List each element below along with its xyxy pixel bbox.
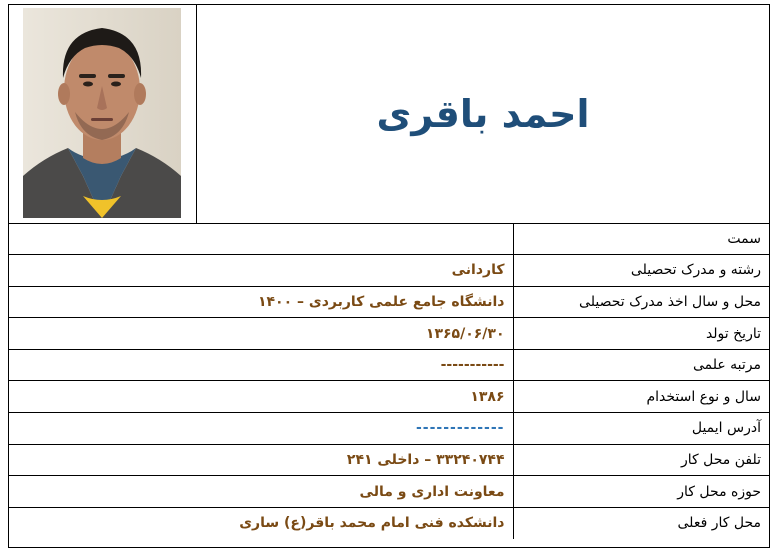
row-value-degree-place: دانشگاه جامع علمی کاربردی – ۱۴۰۰: [9, 286, 513, 318]
row-value-phone: ۳۳۲۴۰۷۴۴ – داخلی ۲۴۱: [9, 444, 513, 476]
person-name: احمد باقری: [376, 92, 590, 136]
table-row: [9, 444, 769, 476]
profile-header: [9, 5, 769, 224]
row-value-position: [9, 223, 513, 255]
table-row: [9, 413, 769, 445]
row-label-birth-date: تاریخ تولد: [513, 318, 769, 350]
table-row: [9, 223, 769, 255]
row-label-position: سمت: [513, 223, 769, 255]
row-value-employment: ۱۳۸۶: [9, 381, 513, 413]
row-value-email[interactable]: -------------: [9, 413, 513, 445]
row-label-degree: رشته و مدرک تحصیلی: [513, 255, 769, 287]
row-label-department: حوزه محل کار: [513, 476, 769, 508]
row-label-employment: سال و نوع استخدام: [513, 381, 769, 413]
table-row: [9, 381, 769, 413]
photo-cell: [9, 5, 197, 223]
table-row: [9, 349, 769, 381]
row-label-academic-rank: مرتبه علمی: [513, 349, 769, 381]
row-label-workplace: محل کار فعلی: [513, 507, 769, 539]
profile-sheet: [8, 4, 770, 548]
table-row: [9, 318, 769, 350]
row-label-email: آدرس ایمیل: [513, 413, 769, 445]
row-value-academic-rank: -----------: [9, 349, 513, 381]
row-label-degree-place: محل و سال اخذ مدرک تحصیلی: [513, 286, 769, 318]
table-row: [9, 476, 769, 508]
row-label-phone: تلفن محل کار: [513, 444, 769, 476]
table-row: [9, 286, 769, 318]
row-value-department: معاونت اداری و مالی: [9, 476, 513, 508]
row-value-degree: کاردانی: [9, 255, 513, 287]
profile-photo: [23, 8, 181, 218]
row-value-workplace: دانشکده فنی امام محمد باقر(ع) ساری: [9, 507, 513, 539]
profile-info-table: [9, 223, 769, 539]
row-value-birth-date: ۱۳۶۵/۰۶/۳۰: [9, 318, 513, 350]
table-row: [9, 255, 769, 287]
person-portrait-icon: [23, 8, 181, 218]
table-row: [9, 507, 769, 539]
